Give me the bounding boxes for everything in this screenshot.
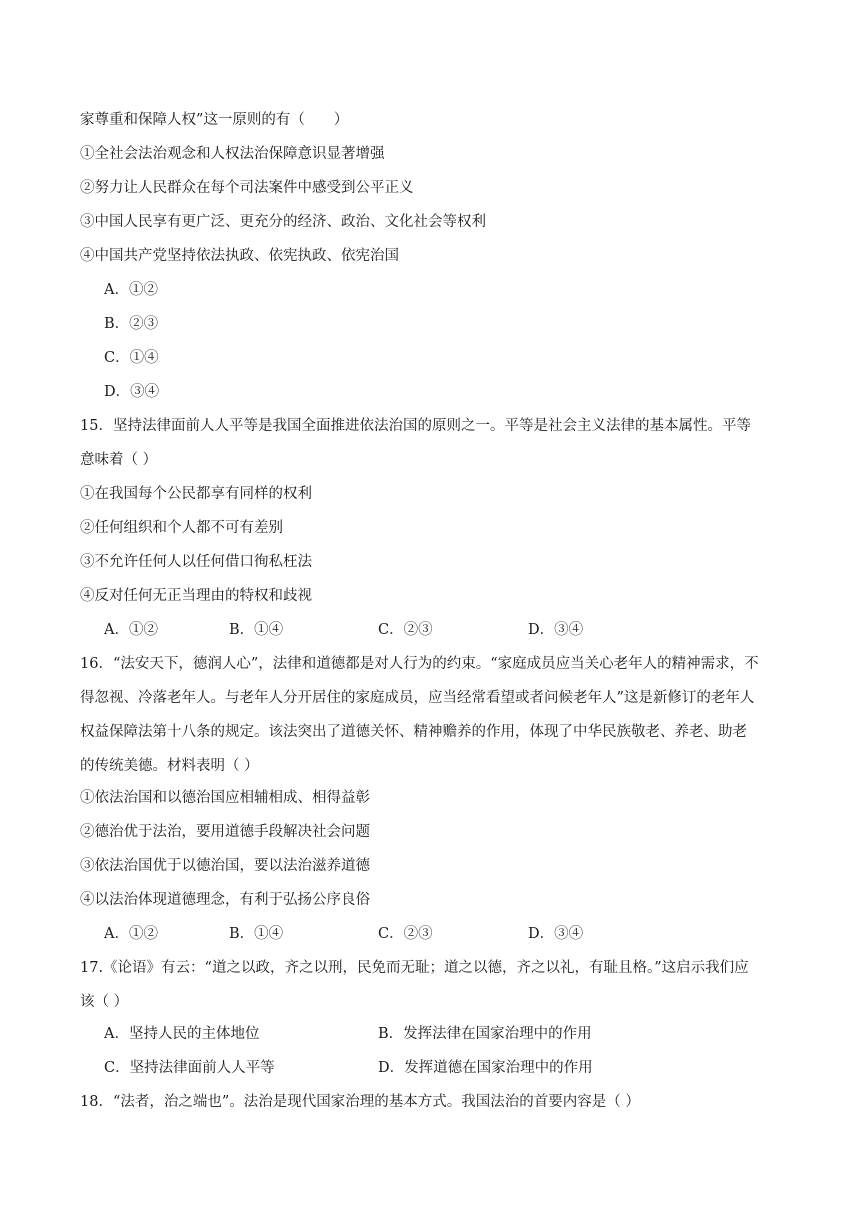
q15-stem-line-2: 意味着（ ） [80, 452, 158, 468]
q14-item-2: ②努力让人民群众在每个司法案件中感受到公平正义 [80, 180, 414, 196]
q14-item-1: ①全社会法治观念和人权法治保障意识显著增强 [80, 146, 385, 162]
q15-item-3: ③不允许任何人以任何借口徇私枉法 [80, 554, 312, 570]
q15-option-a: A．①② [104, 622, 158, 638]
q15-option-c: C．②③ [378, 622, 433, 638]
q16-option-b: B．①④ [229, 926, 284, 942]
q16-item-4: ④以法治体现道德理念，有利于弘扬公序良俗 [80, 892, 370, 908]
q14-option-d: D．③④ [104, 384, 160, 400]
q16-option-d: D．③④ [528, 926, 584, 942]
q14-item-4: ④中国共产党坚持依法执政、依宪执政、依宪治国 [80, 248, 399, 264]
q16-option-a: A．①② [104, 926, 158, 942]
q16-item-2: ②德治优于法治，要用道德手段解决社会问题 [80, 824, 370, 840]
q16-item-3: ③依法治国优于以德治国，要以法治滋养道德 [80, 858, 370, 874]
q15-item-4: ④反对任何无正当理由的特权和歧视 [80, 588, 312, 604]
q15-option-b: B．①④ [229, 622, 284, 638]
q14-item-3: ③中国人民享有更广泛、更充分的经济、政治、文化社会等权利 [80, 214, 486, 230]
q18-stem: 18．“法者，治之端也”。法治是现代国家治理的基本方式。我国法治的首要内容是（ ） [80, 1094, 640, 1110]
q14-option-b: B．②③ [104, 316, 159, 332]
q17-stem-line-1: 17.《论语》有云：“道之以政，齐之以刑，民免而无耻；道之以德，齐之以礼，有耻且格。”这启示我们应 [80, 960, 749, 976]
q16-stem-line-1: 16．“法安天下，德润人心”，法律和道德都是对人行为的约束。“家庭成员应当关心老年人的精神需求，不 [80, 656, 759, 672]
q16-item-1: ①依法治国和以德治国应相辅相成、相得益彰 [80, 790, 370, 806]
q17-option-d: D．发挥道德在国家治理中的作用 [378, 1060, 593, 1076]
q16-stem-line-3: 权益保障法第十八条的规定。该法突出了道德关怀、精神赡养的作用，体现了中华民族敬老、养老、助老 [80, 724, 747, 740]
q15-item-2: ②任何组织和个人都不可有差别 [80, 520, 283, 536]
q15-option-d: D．③④ [528, 622, 584, 638]
q16-option-c: C．②③ [378, 926, 433, 942]
q14-stem-tail: 家尊重和保障人权”这一原则的有（ ） [80, 112, 349, 128]
q14-option-a: A．①② [104, 282, 158, 298]
q14-option-c: C．①④ [104, 350, 159, 366]
q16-stem-line-2: 得忽视、冷落老年人。与老年人分开居住的家庭成员，应当经常看望或者问候老年人”这是新修订的老年人 [80, 690, 755, 706]
q17-option-c: C．坚持法律面前人人平等 [104, 1060, 275, 1076]
q15-item-1: ①在我国每个公民都享有同样的权利 [80, 486, 312, 502]
q16-stem-line-4: 的传统美德。材料表明（ ） [80, 758, 259, 774]
q17-option-b: B．发挥法律在国家治理中的作用 [378, 1026, 592, 1042]
q17-stem-line-2: 该（ ） [80, 994, 129, 1010]
q15-stem-line-1: 15．坚持法律面前人人平等是我国全面推进依法治国的原则之一。平等是社会主义法律的基本属性。平等 [80, 418, 751, 434]
q17-option-a: A．坚持人民的主体地位 [104, 1026, 260, 1042]
